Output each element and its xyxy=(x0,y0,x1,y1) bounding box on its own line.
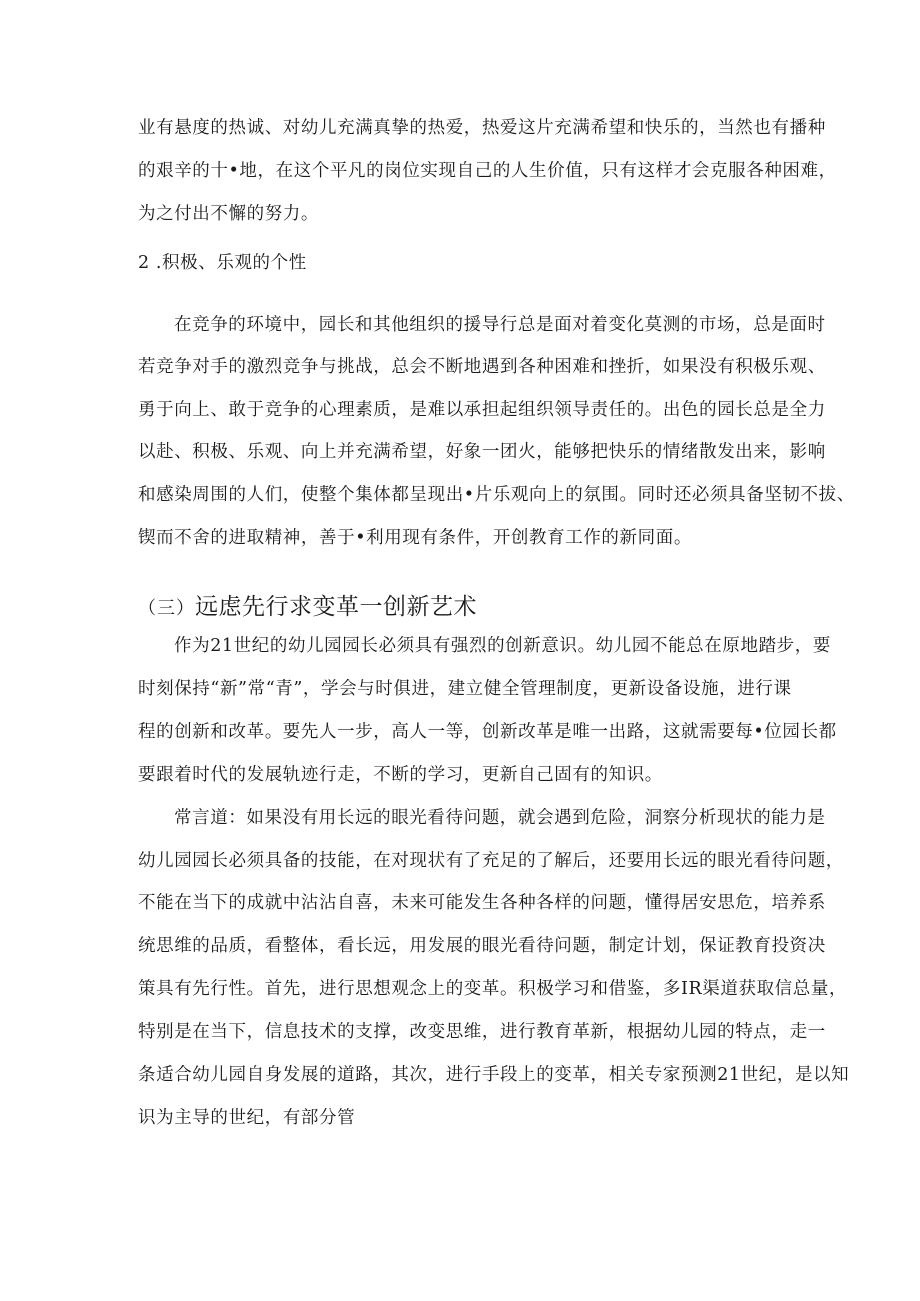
paragraph-3-line-4: 要跟着时代的发展轨迹行走，不断的学习，更新自己固有的知识。 xyxy=(138,765,663,785)
subheading-2: 2 .积极、乐观的个性 xyxy=(138,253,307,273)
paragraph-2-line-1: 在竞争的环境中，园长和其他组织的援导行总是面对着变化莫测的市场，总是面时 xyxy=(174,315,826,335)
paragraph-2-line-2: 若竞争对手的激烈竞争与挑战，总会不断地遇到各种困难和挫折，如果没有积极乐观、 xyxy=(138,357,826,377)
paragraph-2-line-6: 锲而不舍的进取精神，善于•利用现有条件，开创教育工作的新同面。 xyxy=(138,528,692,548)
paragraph-4-line-2: 幼儿园园长必须具备的技能，在对现状有了充足的了解后，还要用长远的眼光看待问题， xyxy=(138,851,844,871)
paragraph-1-line-3: 为之付出不懈的努力。 xyxy=(138,204,319,224)
paragraph-4-line-7: 条适合幼儿园自身发展的道路，其次，进行手段上的变革，相关专家预测21世纪，是以知 xyxy=(138,1065,850,1085)
paragraph-2-line-4: 以赴、积极、乐观、向上并充满希望，好象一团火，能够把快乐的情绪散发出来，影响 xyxy=(138,442,826,462)
paragraph-3-line-2: 时刻保持“新”常“青”，学会与时俱进，建立健全管理制度，更新设备设施，进行课 xyxy=(138,679,792,699)
paragraph-1-line-1: 业有悬度的热诚、对幼儿充满真挚的热爱，热爱这片充满希望和快乐的，当然也有播种 xyxy=(138,118,826,138)
paragraph-4-line-4: 统思维的品质，看整体，看长远，用发展的眼光看待问题，制定计划，保证教育投资决 xyxy=(138,936,826,956)
section-3-number: （三） xyxy=(138,598,195,619)
paragraph-4-line-6: 特别是在当下，信息技术的支撑，改变思维，进行教育革新，根据幼儿园的特点，走一 xyxy=(138,1022,826,1042)
paragraph-2-line-3: 勇于向上、敢于竞争的心理素质，是难以承担起组织领导责任的。出色的园长总是全力 xyxy=(138,400,826,420)
paragraph-4-line-8: 识为主导的世纪，有部分管 xyxy=(138,1108,356,1128)
paragraph-4-line-1: 常言道：如果没有用长远的眼光看待问题，就会遇到危险，洞察分析现状的能力是 xyxy=(174,808,826,828)
paragraph-3-line-1: 作为21世纪的幼儿园园长必须具有强烈的创新意识。幼儿园不能总在原地踏步，要 xyxy=(174,636,831,656)
paragraph-2-line-5: 和感染周围的人们，使整个集体都呈现出•片乐观向上的氛围。同时还必须具备坚韧不拔、 xyxy=(138,485,855,505)
paragraph-3-line-3: 程的创新和改革。要先人一步，高人一等，创新改革是唯一出路，这就需要每•位园长都 xyxy=(138,722,837,742)
paragraph-4-line-5: 策具有先行性。首先，进行思想观念上的变革。积极学习和借鉴，多IR渠道获取信总量， xyxy=(138,979,848,999)
paragraph-4-line-3: 不能在当下的成就中沾沾自喜，未来可能发生各种各样的问题，懂得居安思危，培养系 xyxy=(138,893,826,913)
section-3-title: 远虑先行求变革一创新艺术 xyxy=(195,594,477,620)
section-3-heading xyxy=(138,588,477,621)
paragraph-1-line-2: 的艰辛的十•地，在这个平凡的岗位实现自己的人生价值，只有这样才会克服各种困难， xyxy=(138,161,837,181)
